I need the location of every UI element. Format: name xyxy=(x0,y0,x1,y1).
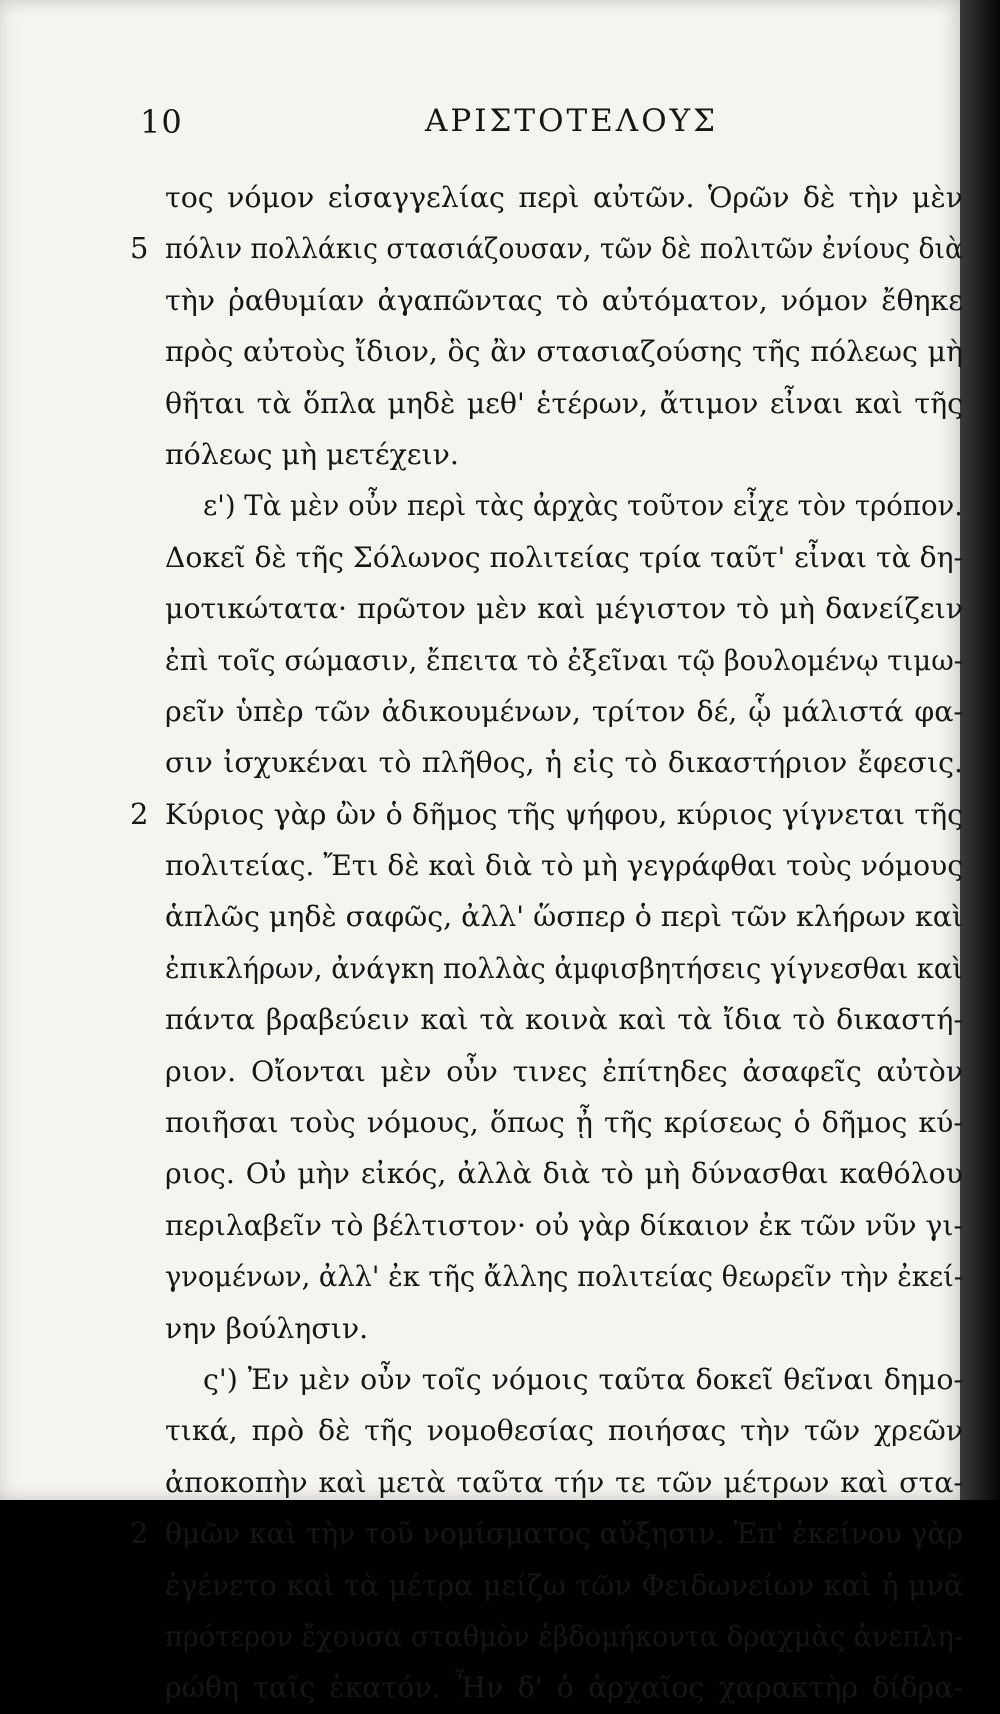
text-line xyxy=(165,1611,963,1662)
line-text: ς') Ἐν μὲν οὖν τοῖς νόμοις ταῦτα δοκεῖ θεῖναι δημο- xyxy=(203,1362,963,1396)
text-line xyxy=(165,737,963,788)
line-text: νην βούλησιν. xyxy=(165,1311,369,1345)
text-line xyxy=(165,1251,963,1302)
line-text: ρεῖν ὑπὲρ τῶν ἀδικουμένων, τρίτον δέ, ᾧ μάλιστά φα- xyxy=(165,694,963,728)
line-text: τικά, πρὸ δὲ τῆς νομοθεσίας ποιήσας τὴν τῶν χρεῶν xyxy=(165,1414,963,1448)
margin-line-number: 2 xyxy=(130,796,149,831)
line-text: πόλεως μὴ μετέχειν. xyxy=(165,437,459,471)
text-line xyxy=(165,891,963,942)
line-text: ἀποκοπὴν καὶ μετὰ ταῦτα τήν τε τῶν μέτρων καὶ στα- xyxy=(165,1465,963,1499)
text-line xyxy=(165,480,963,531)
line-text: πολιτείας. Ἔτι δὲ καὶ διὰ τὸ μὴ γεγράφθαι τοὺς νόμους xyxy=(165,849,963,883)
margin-line-number: 2 xyxy=(130,1516,149,1551)
line-text: πρότερον ἔχουσα σταθμὸν ἑβδομήκοντα δραχμὰς ἀνεπλη- xyxy=(165,1619,963,1653)
text-line xyxy=(165,378,963,429)
margin-line-number: 5 xyxy=(130,231,149,266)
text-line xyxy=(165,1457,963,1508)
line-text: θμῶν καὶ τὴν τοῦ νομίσματος αὔξησιν. Ἐπ' ἐκείνου γὰρ xyxy=(165,1517,963,1551)
page-number: 10 xyxy=(140,103,183,141)
line-text: ρώθη ταῖς ἑκατόν. Ἦν δ' ὁ ἀρχαῖος χαρακτὴρ δίδρα- xyxy=(165,1671,963,1705)
text-line xyxy=(165,172,963,223)
text-line xyxy=(165,1097,963,1148)
text-line xyxy=(165,635,963,686)
line-text: ριον. Οἴονται μὲν οὖν τινες ἐπίτηδες ἀσαφεῖς αὐτὸν xyxy=(165,1054,963,1088)
text-line xyxy=(165,943,963,994)
line-text: πάντα βραβεύειν καὶ τὰ κοινὰ καὶ τὰ ἴδια τὸ δικαστή- xyxy=(165,1003,963,1037)
text-line xyxy=(165,994,963,1045)
text-line xyxy=(130,789,963,840)
text-line xyxy=(165,275,963,326)
text-line xyxy=(165,1560,963,1611)
line-text: τος νόμον εἰσαγγελίας περὶ αὐτῶν. Ὁρῶν δὲ τὴν μὲν xyxy=(165,181,963,214)
line-text: Κύριος γὰρ ὢν ὁ δῆμος τῆς ψήφου, κύριος γίγνεται τῆς xyxy=(165,797,963,831)
running-head: ΑΡΙΣΤΟΤΕΛΟΥΣ xyxy=(425,103,718,139)
text-line xyxy=(165,686,963,737)
line-text: Δοκεῖ δὲ τῆς Σόλωνος πολιτείας τρία ταῦτ' εἶναι τὰ δη- xyxy=(165,540,963,574)
line-text: ριος. Οὐ μὴν εἰκός, ἀλλὰ διὰ τὸ μὴ δύνασθαι καθόλου xyxy=(165,1157,963,1191)
line-text: τὴν ῥαθυμίαν ἀγαπῶντας τὸ αὐτόματον, νόμον ἔθηκε xyxy=(165,283,963,317)
line-text: ἐγένετο καὶ τὰ μέτρα μείζω τῶν Φειδωνείων καὶ ἡ μνᾶ xyxy=(165,1568,963,1602)
text-line xyxy=(165,1303,963,1354)
line-text: ε') Τὰ μὲν οὖν περὶ τὰς ἀρχὰς τοῦτον εἶχε τὸν τρόπον. xyxy=(203,489,963,523)
body-text xyxy=(130,172,963,1714)
text-line xyxy=(165,1662,963,1713)
line-text: περιλαβεῖν τὸ βέλτιστον· οὐ γὰρ δίκαιον ἐκ τῶν νῦν γι- xyxy=(165,1208,963,1242)
line-text: ἐπικλήρων, ἀνάγκη πολλὰς ἀμφισβητήσεις γίγνεσθαι καὶ xyxy=(165,951,963,985)
text-line xyxy=(165,1405,963,1456)
line-text: ἁπλῶς μηδὲ σαφῶς, ἀλλ' ὥσπερ ὁ περὶ τῶν κλήρων καὶ xyxy=(165,900,963,934)
text-line xyxy=(165,429,963,480)
scan-border xyxy=(960,0,1000,1500)
line-text: πόλιν πολλάκις στασιάζουσαν, τῶν δὲ πολιτῶν ἐνίους διὰ xyxy=(165,232,963,266)
text-line xyxy=(130,1508,963,1559)
text-line xyxy=(165,840,963,891)
text-line xyxy=(130,223,963,274)
text-line xyxy=(165,583,963,634)
line-text: γνομένων, ἀλλ' ἐκ τῆς ἄλλης πολιτείας θεωρεῖν τὴν ἐκεί- xyxy=(165,1260,963,1294)
text-line xyxy=(165,1046,963,1097)
text-line xyxy=(165,532,963,583)
line-text: θῆται τὰ ὅπλα μηδὲ μεθ' ἑτέρων, ἄτιμον εἶναι καὶ τῆς xyxy=(165,386,963,420)
text-line xyxy=(165,1354,963,1405)
line-text: μοτικώτατα· πρῶτον μὲν καὶ μέγιστον τὸ μὴ δανείζειν xyxy=(165,592,963,626)
line-text: ἐπὶ τοῖς σώμασιν, ἔπειτα τὸ ἐξεῖναι τῷ βουλομένῳ τιμω- xyxy=(165,643,963,677)
line-text: πρὸς αὐτοὺς ἴδιον, ὃς ἂν στασιαζούσης τῆς πόλεως μὴ xyxy=(165,335,963,369)
text-line xyxy=(165,1200,963,1251)
line-text: ποιῆσαι τοὺς νόμους, ὅπως ᾖ τῆς κρίσεως ὁ δῆμος κύ- xyxy=(165,1106,963,1140)
text-line xyxy=(165,1148,963,1199)
line-text: σιν ἰσχυκέναι τὸ πλῆθος, ἡ εἰς τὸ δικαστήριον ἔφεσις. xyxy=(165,746,963,780)
text-line xyxy=(165,326,963,377)
